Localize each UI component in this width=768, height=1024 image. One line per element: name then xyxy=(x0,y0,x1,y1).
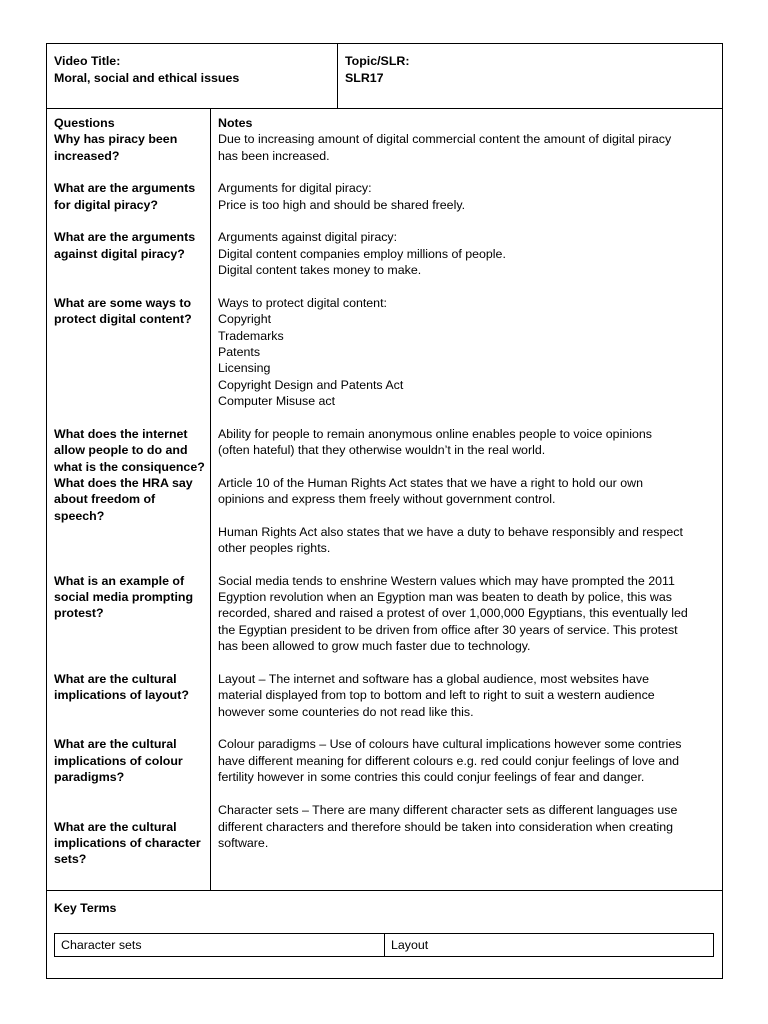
question-line: for digital piracy? xyxy=(54,198,158,212)
note-line: different characters and therefore should be taken into consideration when creating xyxy=(218,820,674,834)
question-line: What are the arguments xyxy=(54,230,196,244)
note-line: Arguments for digital piracy: xyxy=(218,181,372,195)
note-line: Ability for people to remain anonymous online enables people to voice opinions xyxy=(218,427,652,441)
note-line: the Egyptian president to be driven from office after 30 years of service. This protest xyxy=(218,623,678,637)
note-line: Due to increasing amount of digital commercial content the amount of digital piracy xyxy=(218,132,672,146)
header-row xyxy=(47,44,722,109)
question-line: allow people to do and xyxy=(54,443,188,457)
note-line: (often hateful) that they otherwise wouldn’t in the real world. xyxy=(218,443,546,457)
note-line: recorded, shared and raised a protest of over 1,000,000 Egyptians, this eventually led xyxy=(218,606,688,620)
note-line: Computer Misuse act xyxy=(218,394,336,408)
note-line: has been increased. xyxy=(218,149,330,163)
video-title-cell xyxy=(47,44,338,108)
note-line: Licensing xyxy=(218,361,271,375)
note-line: other peoples rights. xyxy=(218,541,331,555)
question-line: What are the arguments xyxy=(54,181,196,195)
question-line: implications of character xyxy=(54,836,201,850)
question-line: What does the HRA say xyxy=(54,476,193,490)
topic-value: SLR17 xyxy=(345,70,384,85)
video-title-label: Video Title: xyxy=(54,54,121,68)
note-line: Character sets – There are many different character sets as different languages use xyxy=(218,803,678,817)
question-line: against digital piracy? xyxy=(54,247,185,261)
note-line: Trademarks xyxy=(218,329,284,343)
question-line: What are some ways to xyxy=(54,296,192,310)
note-line: Price is too high and should be shared freely. xyxy=(218,198,466,212)
cornell-notes-sheet xyxy=(46,43,723,979)
note-line: Digital content takes money to make. xyxy=(218,263,422,277)
key-terms-section xyxy=(47,890,722,979)
note-line: material displayed from top to bottom and left to right to suit a western audience xyxy=(218,688,655,702)
question-line: sets? xyxy=(54,852,87,866)
notes-column xyxy=(211,108,722,890)
note-line: opinions and express them freely without government control. xyxy=(218,492,556,506)
topic-label: Topic/SLR: xyxy=(345,54,410,68)
question-line: What does the internet xyxy=(54,427,188,441)
note-line: Egyption revolution when an Egyption man was beaten to death by police, this was xyxy=(218,590,672,604)
key-terms-table xyxy=(54,933,714,957)
note-line: Arguments against digital piracy: xyxy=(218,230,398,244)
note-line: has been allowed to grow much faster due to technology. xyxy=(218,639,531,653)
question-line: Why has piracy been xyxy=(54,132,178,146)
question-line: implications of colour xyxy=(54,754,183,768)
note-line: Layout – The internet and software has a global audience, most websites have xyxy=(218,672,649,686)
question-line: What are the cultural xyxy=(54,820,177,834)
question-line: What are the cultural xyxy=(54,672,177,686)
note-line: Copyright xyxy=(218,312,272,326)
question-line: social media prompting xyxy=(54,590,194,604)
question-line: implications of layout? xyxy=(54,688,189,702)
note-line: have different meaning for different colours e.g. red could conjur feelings of love and xyxy=(218,754,680,768)
topic-cell xyxy=(338,44,722,108)
question-line: about freedom of xyxy=(54,492,156,506)
key-term-cell: Character sets xyxy=(55,934,385,956)
question-line: increased? xyxy=(54,149,120,163)
note-line: however some counteries do not read like this. xyxy=(218,705,474,719)
questions-heading: Questions xyxy=(54,116,115,130)
question-line: what is the consiquence? xyxy=(54,460,205,474)
question-line: protest? xyxy=(54,606,104,620)
question-line: What is an example of xyxy=(54,574,185,588)
note-line: Social media tends to enshrine Western values which may have prompted the 2011 xyxy=(218,574,675,588)
notes-heading: Notes xyxy=(218,116,253,130)
note-line: fertility however in some contries this could conjur feelings of fear and danger. xyxy=(218,770,645,784)
note-line: software. xyxy=(218,836,269,850)
note-line: Patents xyxy=(218,345,261,359)
note-line: Human Rights Act also states that we have a duty to behave responsibly and respect xyxy=(218,525,683,539)
note-line: Copyright Design and Patents Act xyxy=(218,378,404,392)
note-line: Colour paradigms – Use of colours have cultural implications however some contries xyxy=(218,737,682,751)
note-line: Digital content companies employ millions of people. xyxy=(218,247,506,261)
video-title: Moral, social and ethical issues xyxy=(54,70,240,85)
key-terms-title: Key Terms xyxy=(54,901,117,915)
note-line: Ways to protect digital content: xyxy=(218,296,387,310)
question-line: paradigms? xyxy=(54,770,125,784)
key-term-cell: Layout xyxy=(391,938,429,952)
note-line: Article 10 of the Human Rights Act states that we have a right to hold our own xyxy=(218,476,643,490)
question-line: protect digital content? xyxy=(54,312,192,326)
question-line: What are the cultural xyxy=(54,737,177,751)
question-line: speech? xyxy=(54,509,105,523)
questions-column xyxy=(47,108,211,890)
